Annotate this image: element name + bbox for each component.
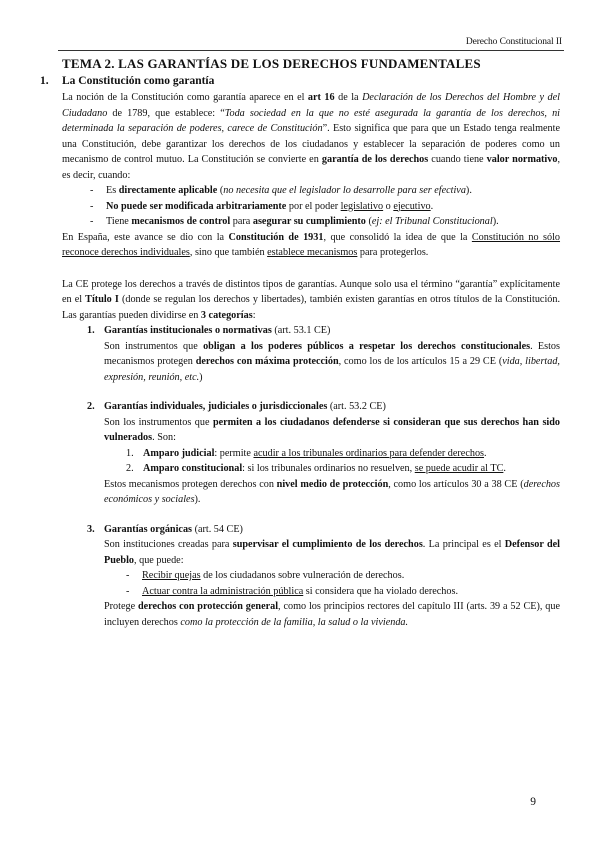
paragraph: Son instrumentos que obligan a los poderes públicos a respetar los derechos constitucionales. Estos mecanismos protegen derechos con máxima protección, como los de los artículos 15 a 29 CE (vida, libertad, expresión, reunión, etc.) <box>104 340 560 383</box>
paragraph: Son instituciones creadas para supervisar el cumplimiento de los derechos. La principal es el Defensor del Pueblo, que puede: <box>104 539 561 566</box>
section-number: 1. <box>40 75 49 87</box>
running-header: Derecho Constitucional II <box>465 37 562 47</box>
list-item: - Recibir quejas de los ciudadanos sobre vulneración de derechos. <box>126 568 560 584</box>
category-block <box>62 323 560 385</box>
paragraph: La noción de la Constitución como garantía aparece en el art 16 de la Declaración de los Derechos del Hombre y del Ciudadano de 1789, que establece: “Toda sociedad en la que no esté asegurada la garantía de los derechos, ni determinada la separación de poderes, carece de Constitución”. Esto significa que para que un Estado tenga realmente una Constitución, debe garantizar los derechos de los ciudadanos y establecer la separación de poderes como un mecanismo de control mutuo. La Constitución se convierte en garantía de los derechos cuando tiene valor normativo, es decir, cuando: <box>62 92 561 181</box>
category-block <box>62 399 560 508</box>
paragraph: Son los instrumentos que permiten a los ciudadanos defenderse si consideran que sus derechos han sido vulnerados. Son: <box>104 416 560 443</box>
section-heading <box>40 73 560 89</box>
paragraph: Estos mecanismos protegen derechos con nivel medio de protección, como los artículos 30 a 38 CE (derechos económicos y sociales). <box>104 478 560 505</box>
list-item: - Tiene mecanismos de control para asegurar su cumplimiento (ej: el Tribunal Constitucional). <box>90 214 560 230</box>
category-title: 2. Garantías individuales, judiciales o jurisdiccionales (art. 53.2 CE) <box>87 401 386 412</box>
list-item: - No puede ser modificada arbitrariamente por el poder legislativo o ejecutivo. <box>90 199 560 215</box>
document-body <box>40 55 561 630</box>
list-item: - Actuar contra la administración pública si considera que ha violado derechos. <box>126 584 560 600</box>
paragraph: La CE protege los derechos a través de distintos tipos de garantías. Aunque solo usa el término “garantía” explícitamente en el Título I (donde se regulan los derechos y libertades), también existen garantías en otros títulos de la Constitución. Las garantías pueden dividirse en 3 categorías: <box>62 278 561 321</box>
category-title: 3. Garantías orgánicas (art. 54 CE) <box>87 523 243 535</box>
category-title: 1. Garantías institucionales o normativas (art. 53.1 CE) <box>87 325 331 336</box>
category-block <box>62 522 560 631</box>
bullet-list <box>104 568 560 599</box>
header-rule <box>58 50 564 51</box>
section-heading-text: La Constitución como garantía <box>62 75 215 87</box>
paragraph: Protege derechos con protección general, como los principios rectores del capítulo III (arts. 39 a 52 CE), que incluyen derechos como la protección de la familia, la salud o la vivienda. <box>104 601 560 628</box>
list-item: 2. Amparo constitucional: si los tribunales ordinarios no resuelven, se puede acudir al TC. <box>126 463 506 474</box>
page-number: 9 <box>530 796 536 808</box>
bullet-list <box>62 183 560 230</box>
page-title: TEMA 2. LAS GARANTÍAS DE LOS DERECHOS FUNDAMENTALES <box>62 56 481 71</box>
numbered-list <box>104 446 560 477</box>
list-item: 1. Amparo judicial: permite acudir a los tribunales ordinarios para defender derechos. <box>126 447 487 459</box>
list-item: - Es directamente aplicable (no necesita que el legislador lo desarrolle para ser efectiva). <box>90 183 560 199</box>
paragraph: En España, este avance se dio con la Constitución de 1931, que consolidó la idea de que la Constitución no sólo reconoce derechos individuales, sino que también establece mecanismos para protegerlos. <box>62 231 561 258</box>
